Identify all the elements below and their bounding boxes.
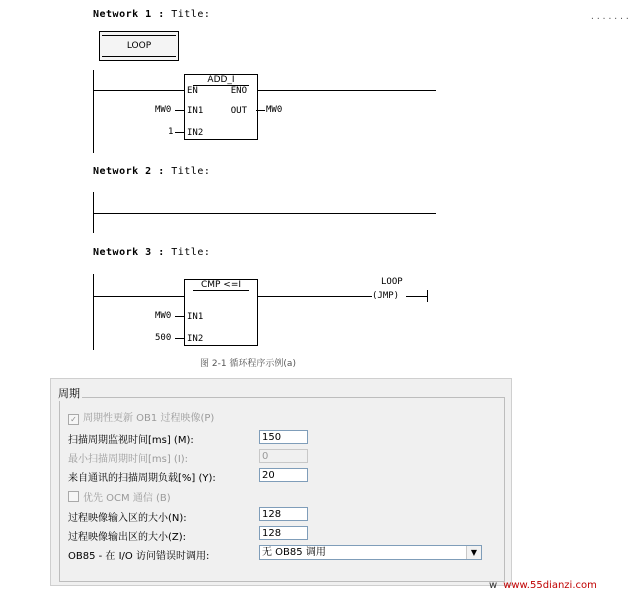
ob85-label: OB85 - 在 I/O 访问错误时调用: (68, 551, 210, 562)
add-i-en: EN (187, 86, 198, 96)
scan-monitor-input[interactable]: 150 (259, 430, 308, 444)
add-i-out: OUT (230, 106, 247, 116)
loop-label-box (99, 31, 179, 61)
cmp-in2-value: 500 (155, 333, 172, 343)
add-i-in2: IN2 (187, 128, 204, 138)
cmp-in1: IN1 (187, 312, 204, 322)
ob85-select[interactable] (259, 545, 482, 560)
power-rail-1 (93, 70, 94, 153)
comm-load-input[interactable]: 20 (259, 468, 308, 482)
watermark (489, 580, 597, 591)
power-rail-3 (93, 274, 94, 350)
watermark-w: w (489, 580, 498, 591)
add-i-out-value: MW0 (266, 105, 283, 115)
watermark-site: www.55dianzi.com (503, 580, 597, 591)
add-i-eno: ENO (230, 86, 247, 96)
pi-output-size-input[interactable]: 128 (259, 526, 308, 540)
ocm-label: 优先 OCM 通信 (B) (83, 493, 171, 504)
checkbox-unchecked-icon[interactable] (68, 491, 79, 502)
checkbox-checked-icon[interactable]: ✓ (68, 414, 79, 425)
update-ob1-label: 周期性更新 OB1 过程映像(P) (83, 413, 215, 424)
rung-2 (93, 213, 436, 214)
add-i-in2-value: 1 (168, 127, 174, 137)
loop-label: LOOP (102, 35, 176, 57)
add-i-block (184, 74, 258, 140)
scan-monitor-label: 扫描周期监视时间[ms] (M): (68, 435, 194, 446)
update-ob1-checkbox-row[interactable] (68, 409, 214, 425)
pi-input-size-input[interactable]: 128 (259, 507, 308, 521)
pi-output-label: 过程映像输出区的大小(Z): (68, 532, 187, 543)
cmp-in1-value: MW0 (155, 311, 172, 321)
group-title: 周期 (58, 387, 80, 400)
cmp-in2: IN2 (187, 334, 204, 344)
pi-input-label: 过程映像输入区的大小(N): (68, 513, 187, 524)
cmp-block (184, 279, 258, 346)
min-scan-input[interactable]: 0 (259, 449, 308, 463)
network-3-title: Network 3 : Title: (93, 247, 211, 258)
ob85-selected-value: 无 OB85 调用 (262, 547, 326, 558)
figure-caption: 图 2-1 循环程序示例(a) (200, 359, 296, 369)
comm-load-label: 来自通讯的扫描周期负载[%] (Y): (68, 473, 216, 484)
add-i-in1: IN1 (187, 106, 204, 116)
chevron-down-icon[interactable]: ▼ (466, 546, 481, 559)
cycle-settings-panel (50, 378, 512, 586)
network-1-title: Network 1 : Title: (93, 9, 211, 20)
ocm-checkbox-row[interactable] (68, 489, 171, 504)
min-scan-label: 最小扫描周期时间[ms] (I): (68, 454, 189, 465)
add-i-in1-value: MW0 (155, 105, 172, 115)
cmp-name: CMP <=I (200, 280, 242, 290)
jump-target-label: LOOP (381, 277, 403, 287)
network-2-title: Network 2 : Title: (93, 166, 211, 177)
rung-1-left (93, 90, 185, 91)
rung-1-right (256, 90, 436, 91)
decorative-dots: ....... (590, 12, 631, 21)
rung-3-left (93, 296, 185, 297)
jmp-coil: (JMP) (372, 291, 400, 301)
add-i-name: ADD_I (207, 75, 235, 85)
rung-3-right (256, 296, 372, 297)
